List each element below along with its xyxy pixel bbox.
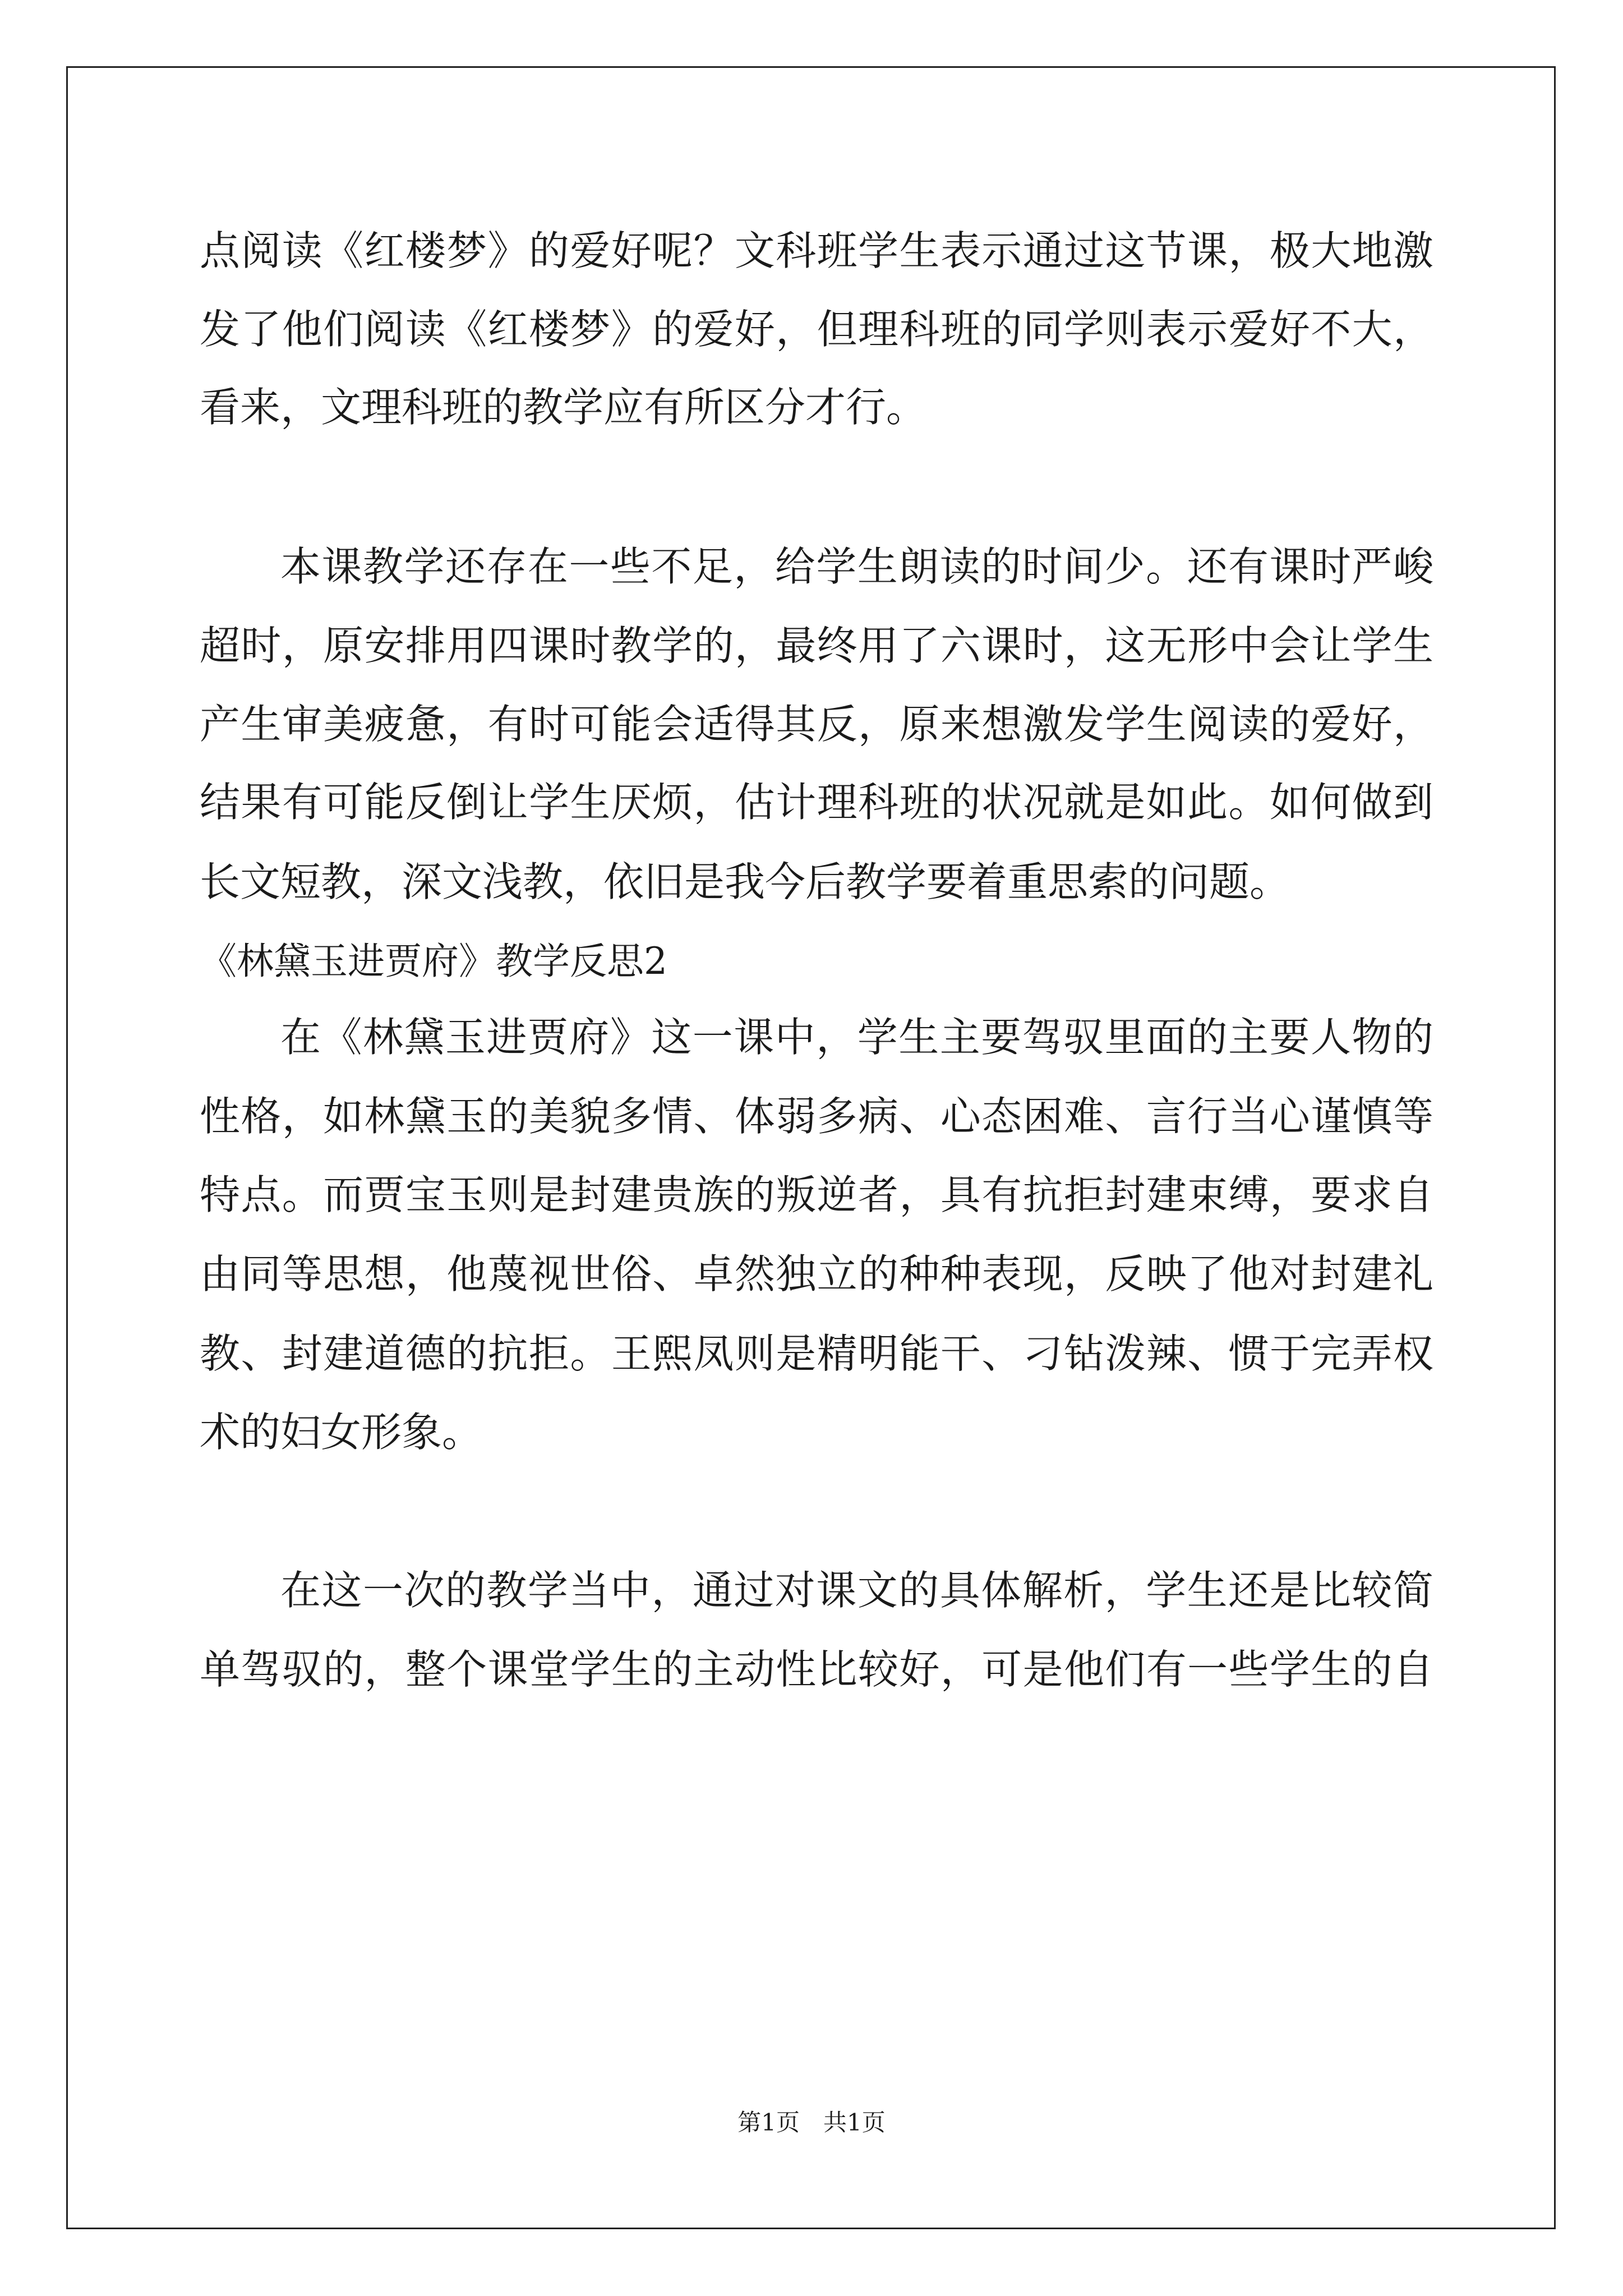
paragraph-3-line-6: 术的妇女形象。 — [200, 1409, 483, 1456]
paragraph-2-line-5: 长文短教，深文浅教，依旧是我今后教学要着重思索的问题。 — [200, 858, 1290, 905]
paragraph-3-line-4: 由同等思想，他蔑视世俗、卓然独立的种种表现，反映了他对封建礼 — [200, 1250, 1433, 1297]
paragraph-3-line-2: 性格，如林黛玉的美貌多情、体弱多病、心态困难、言行当心谨慎等 — [200, 1093, 1433, 1140]
paragraph-2-line-2: 超时，原安排用四课时教学的，最终用了六课时，这无形中会让学生 — [200, 622, 1433, 669]
page-footer: 第1页 共1页 — [737, 2109, 886, 2136]
paragraph-1-line-2: 发了他们阅读《红楼梦》的爱好，但理科班的同学则表示爱好不大， — [200, 306, 1433, 353]
paragraph-1-line-3: 看来，文理科班的教学应有所区分才行。 — [200, 384, 927, 431]
paragraph-4-line-1: 在这一次的教学当中，通过对课文的具体解析，学生还是比较简 — [280, 1567, 1433, 1614]
paragraph-2-line-1: 本课教学还存在一些不足，给学生朗读的时间少。还有课时严峻 — [280, 543, 1433, 590]
paragraph-3-line-3: 特点。而贾宝玉则是封建贵族的叛逆者，具有抗拒封建束缚，要求自 — [200, 1171, 1433, 1218]
paragraph-3-line-1: 在《林黛玉进贾府》这一课中，学生主要驾驭里面的主要人物的 — [280, 1014, 1433, 1061]
paragraph-3-line-5: 教、封建道德的抗拒。王熙凤则是精明能干、刁钻泼辣、惯于完弄权 — [200, 1330, 1433, 1377]
section-heading: 《林黛玉进贾府》教学反思2 — [200, 940, 667, 983]
paragraph-4-line-2: 单驾驭的，整个课堂学生的主动性比较好，可是他们有一些学生的自 — [200, 1646, 1433, 1693]
paragraph-2-line-4: 结果有可能反倒让学生厌烦，估计理科班的状况就是如此。如何做到 — [200, 779, 1433, 826]
paragraph-1-line-1: 点阅读《红楼梦》的爱好呢？文科班学生表示通过这节课，极大地激 — [200, 227, 1433, 274]
paragraph-2-line-3: 产生审美疲惫，有时可能会适得其反，原来想激发学生阅读的爱好， — [200, 701, 1433, 748]
